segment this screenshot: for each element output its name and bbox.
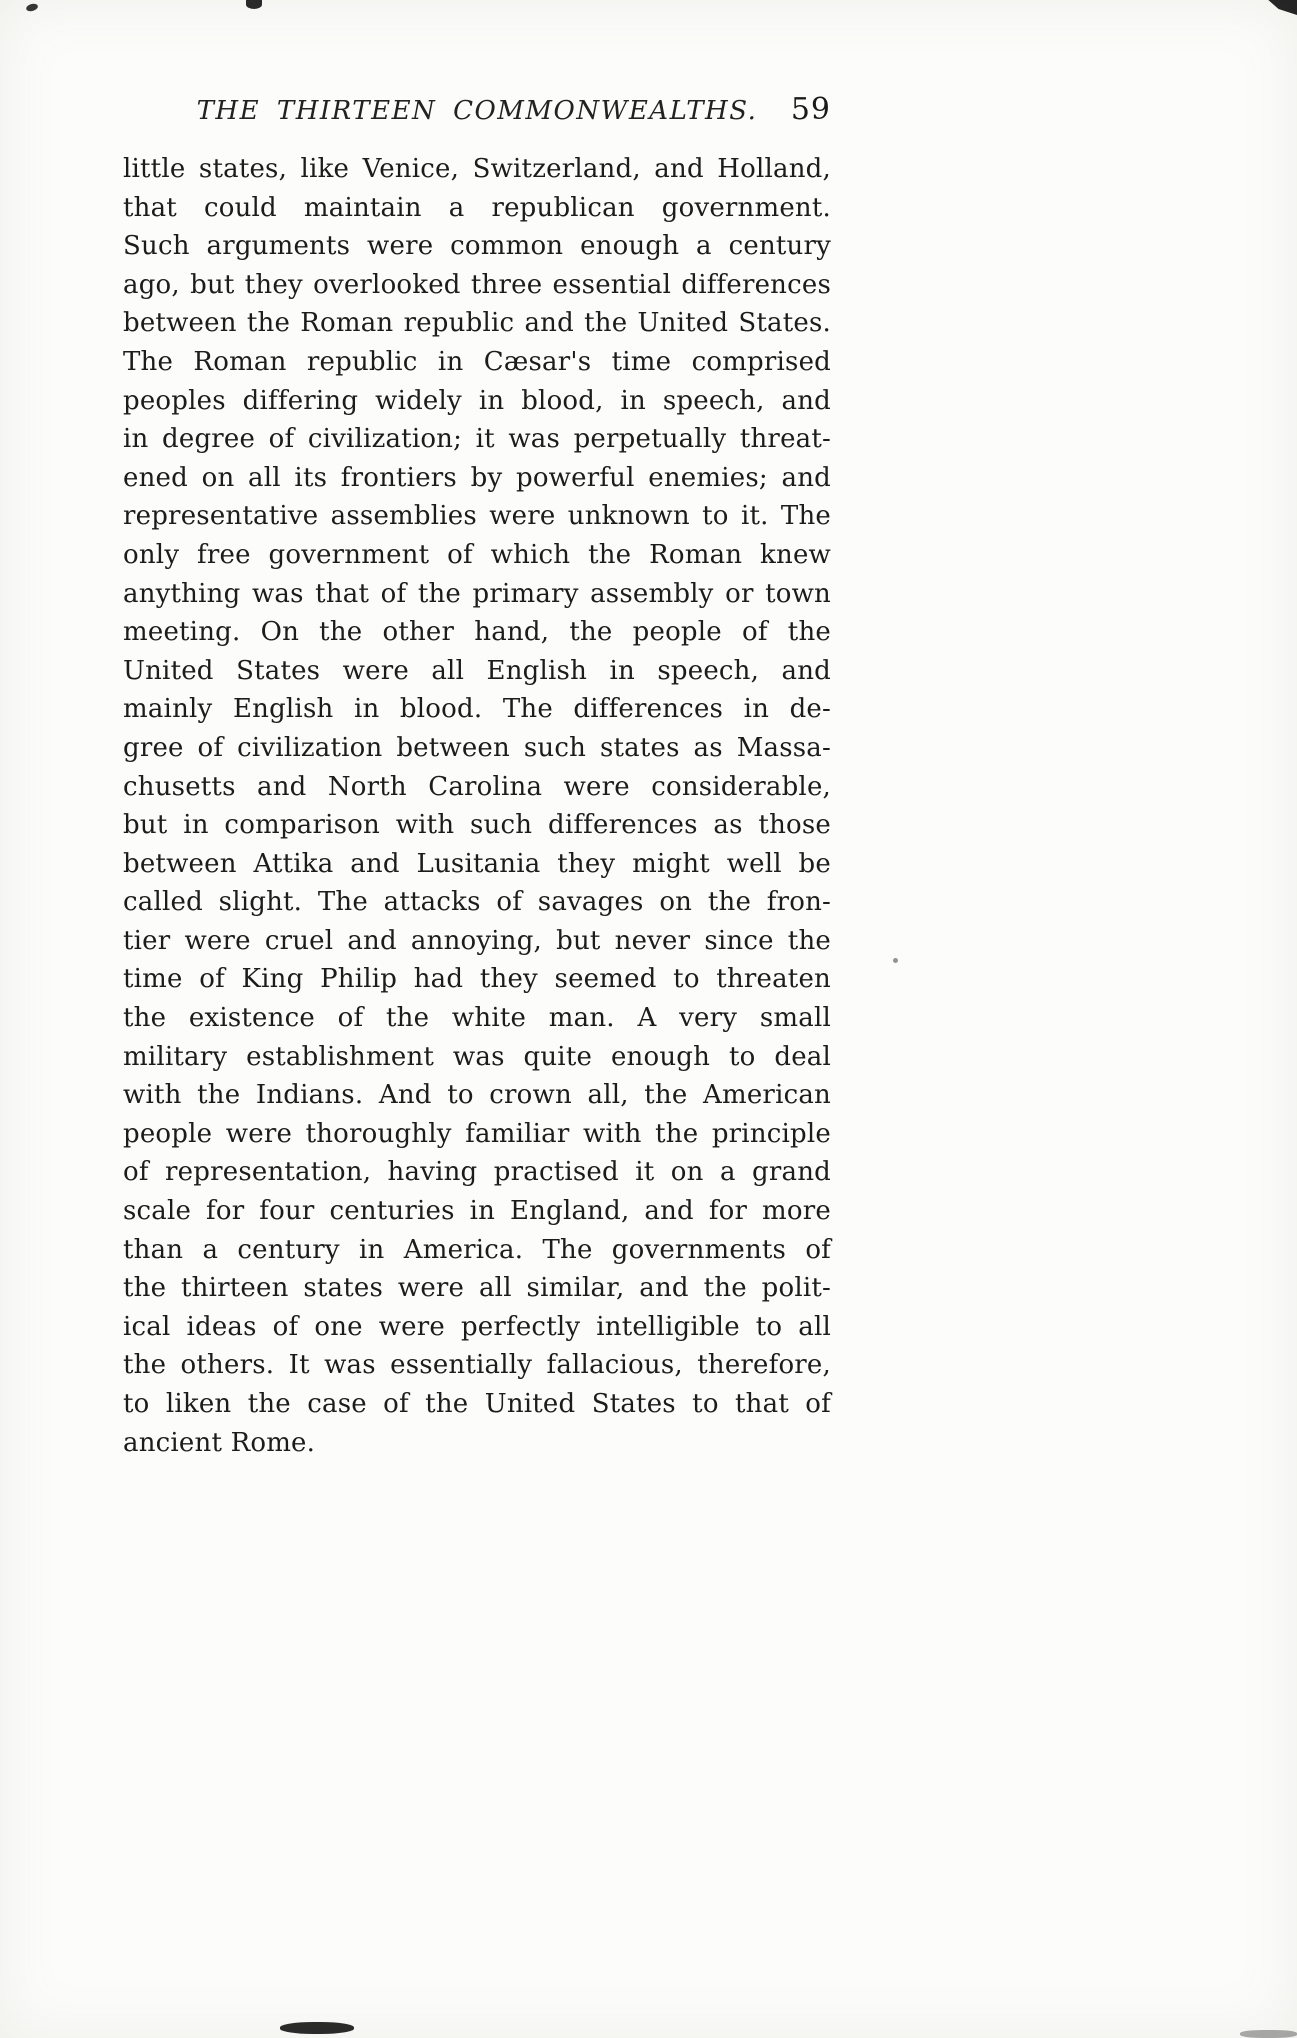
text-line: chusetts and North Carolina were considerable, xyxy=(123,771,831,802)
text-line: tier were cruel and annoying, but never since the xyxy=(123,925,831,956)
text-line: to liken the case of the United States to that of xyxy=(123,1389,831,1419)
text-line: called slight. The attacks of savages on the fron- xyxy=(123,887,831,918)
text-line: Such arguments were common enough a century xyxy=(123,231,831,262)
text-line: of representation, having practised it on a grand xyxy=(123,1157,831,1188)
text-line: The Roman republic in Cæsar's time comprised xyxy=(123,346,831,377)
text-line: with the Indians. And to crown all, the American xyxy=(123,1080,831,1111)
text-line: ened on all its frontiers by powerful enemies; and xyxy=(123,462,831,493)
text-line: ical ideas of one were perfectly intelligible to all xyxy=(123,1311,831,1342)
text-line: ago, but they overlooked three essential differences xyxy=(123,269,831,300)
text-line: time of King Philip had they seemed to threaten xyxy=(123,964,831,995)
text-line: meeting. On the other hand, the people of the xyxy=(123,617,831,648)
text-line: peoples differing widely in blood, in speech, and xyxy=(123,385,831,416)
text-line: the others. It was essentially fallacious, therefore, xyxy=(123,1350,831,1381)
scan-artifact xyxy=(1240,2030,1297,2038)
scan-artifact xyxy=(893,958,898,963)
scan-artifact xyxy=(25,3,38,13)
page-body xyxy=(123,150,831,1462)
text-line: only free government of which the Roman knew xyxy=(123,539,831,570)
text-line: people were thoroughly familiar with the principle xyxy=(123,1118,831,1149)
page-header xyxy=(123,92,831,136)
text-line: representative assemblies were unknown to it. The xyxy=(123,501,831,532)
text-line: but in comparison with such differences as those xyxy=(123,810,831,841)
scan-artifact xyxy=(280,2022,354,2034)
running-title: THE THIRTEEN COMMONWEALTHS. xyxy=(196,96,758,126)
text-line: little states, like Venice, Switzerland, and Holland, xyxy=(123,154,831,184)
text-line: anything was that of the primary assembly or town xyxy=(123,578,831,609)
scan-artifact xyxy=(246,0,262,9)
text-line: than a century in America. The governments of xyxy=(123,1234,831,1265)
text-line: the existence of the white man. A very small xyxy=(123,1003,831,1034)
text-line: mainly English in blood. The differences in de- xyxy=(123,694,831,725)
text-line: gree of civilization between such states as Massa- xyxy=(123,732,831,763)
scan-artifact xyxy=(1256,0,1297,15)
text-line: ancient Rome. xyxy=(123,1427,316,1458)
text-line: the thirteen states were all similar, and the polit- xyxy=(123,1273,831,1304)
text-line: scale for four centuries in England, and for more xyxy=(123,1196,831,1227)
text-line: between the Roman republic and the United States. xyxy=(123,308,831,339)
text-line: military establishment was quite enough to deal xyxy=(123,1041,831,1072)
text-line: between Attika and Lusitania they might well be xyxy=(123,848,831,879)
text-line: in degree of civilization; it was perpetually threat- xyxy=(123,424,831,455)
text-line: that could maintain a republican government. xyxy=(123,192,831,223)
text-line: United States were all English in speech, and xyxy=(123,655,831,686)
page-number: 59 xyxy=(790,92,831,127)
